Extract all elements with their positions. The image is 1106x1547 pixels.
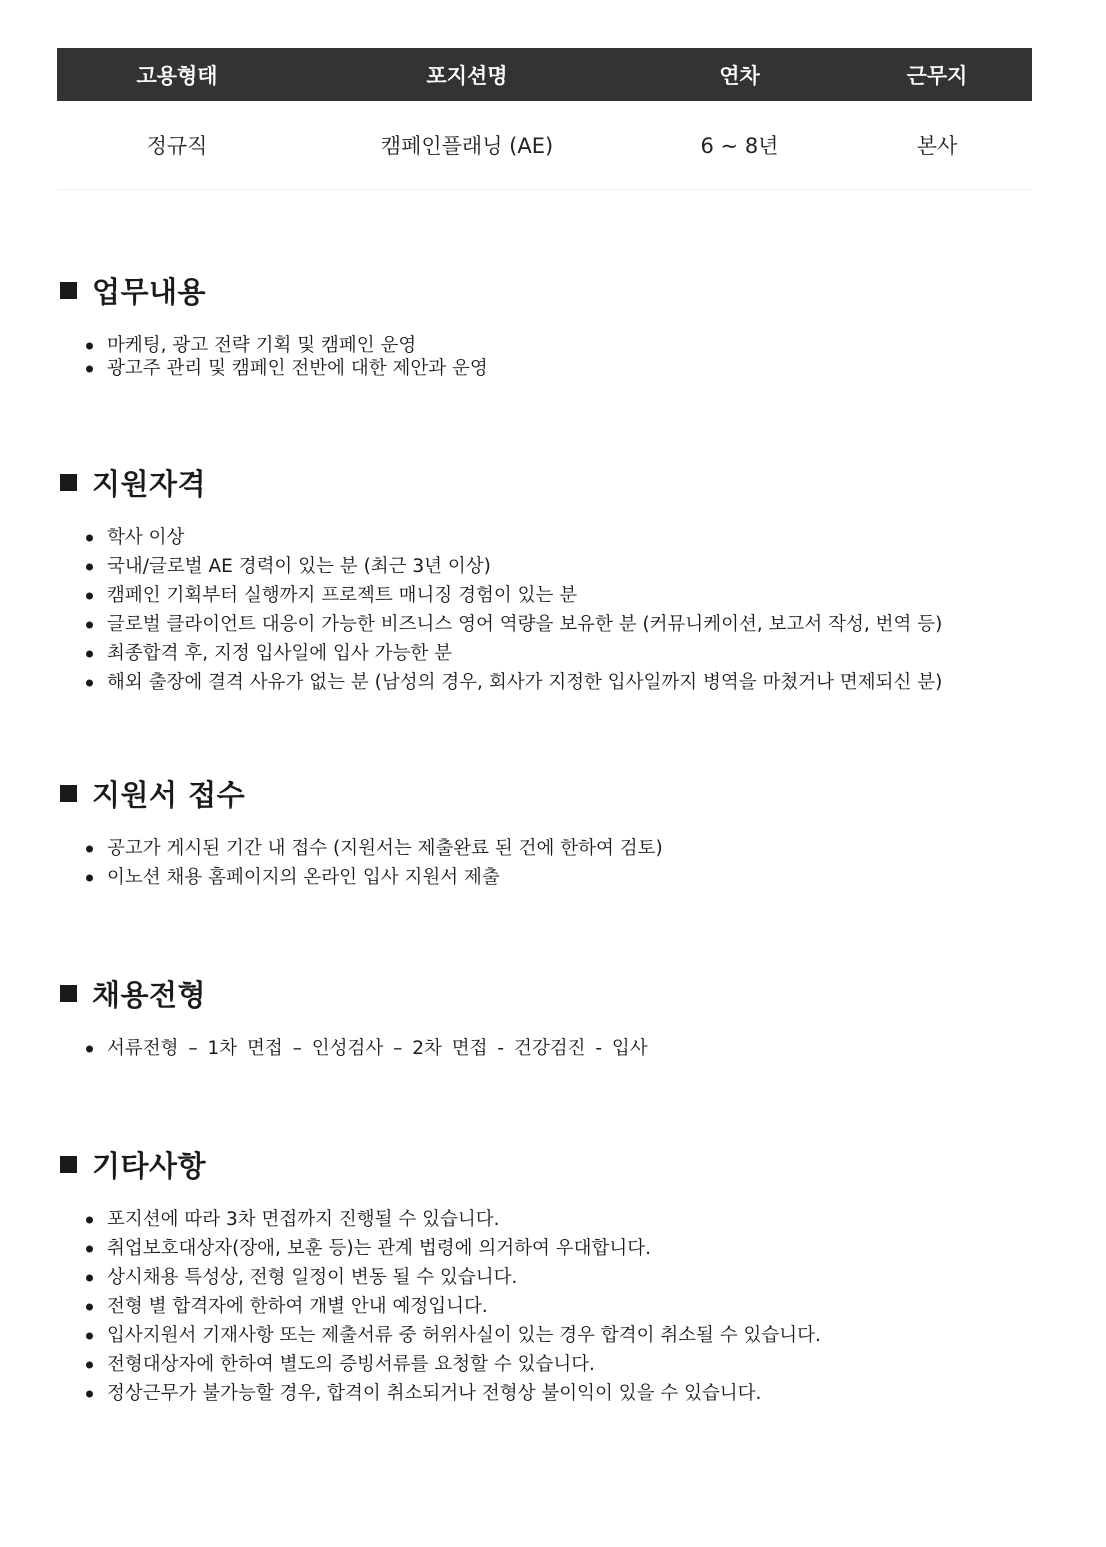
bullet-dot-icon (86, 845, 93, 852)
job-posting (57, 48, 1032, 1404)
list-item (57, 834, 1032, 863)
square-bullet-icon (60, 474, 77, 491)
section-title: 지원자격 (92, 466, 207, 501)
list-item-text: 광고주 관리 및 캠페인 전반에 대한 제안과 운영 (107, 358, 488, 379)
list-item-text: 상시채용 특성상, 전형 일정이 변동 될 수 있습니다. (107, 1267, 518, 1288)
list-item-text: 최종합격 후, 지정 입사일에 입사 가능한 분 (107, 643, 452, 664)
list-item-text: 이노션 채용 홈페이지의 온라인 입사 지원서 제출 (107, 867, 500, 888)
section-title: 지원서 접수 (92, 777, 246, 812)
list-item-text: 포지션에 따라 3차 면접까지 진행될 수 있습니다. (107, 1209, 500, 1230)
square-bullet-icon (60, 1156, 77, 1173)
section-qualifications (57, 462, 1032, 697)
application-list (57, 834, 1032, 892)
bullet-dot-icon (86, 365, 93, 372)
list-item (57, 639, 1032, 668)
bullet-dot-icon (86, 1361, 93, 1368)
bullet-dot-icon (86, 650, 93, 657)
cell-position: 캠페인플래닝 (AE) (297, 101, 637, 190)
list-item (57, 552, 1032, 581)
section-application (57, 773, 1032, 892)
list-item-text: 학사 이상 (107, 527, 185, 548)
section-notes (57, 1144, 1032, 1408)
list-item (57, 863, 1032, 892)
bullet-dot-icon (86, 1045, 93, 1052)
list-item (57, 357, 1032, 380)
list-item (57, 1321, 1032, 1350)
process-list (57, 1034, 1032, 1063)
section-heading (57, 773, 1032, 813)
bullet-dot-icon (86, 1274, 93, 1281)
bullet-dot-icon (86, 563, 93, 570)
cell-employment-type: 정규직 (57, 101, 297, 190)
square-bullet-icon (60, 785, 77, 802)
header-location: 근무지 (842, 48, 1032, 101)
list-item-text: 국내/글로벌 AE 경력이 있는 분 (최근 3년 이상) (107, 556, 491, 577)
square-bullet-icon (60, 985, 77, 1002)
section-title: 채용전형 (92, 977, 207, 1012)
section-heading (57, 1144, 1032, 1184)
list-item-text: 캠페인 기획부터 실행까지 프로젝트 매니징 경험이 있는 분 (107, 585, 578, 606)
bullet-dot-icon (86, 1303, 93, 1310)
list-item (57, 581, 1032, 610)
cell-experience: 6 ~ 8년 (637, 101, 842, 190)
section-heading (57, 270, 1032, 310)
bullet-dot-icon (86, 679, 93, 686)
section-heading (57, 462, 1032, 502)
section-process (57, 973, 1032, 1063)
list-item-text: 해외 출장에 결격 사유가 없는 분 (남성의 경우, 회사가 지정한 입사일까지 병역을 마쳤거나 면제되신 분) (107, 672, 943, 693)
bullet-dot-icon (86, 534, 93, 541)
list-item (57, 668, 1032, 697)
list-item (57, 1234, 1032, 1263)
list-item-text: 글로벌 클라이언트 대응이 가능한 비즈니스 영어 역량을 보유한 분 (커뮤니케이션, 보고서 작성, 번역 등) (107, 614, 943, 635)
cell-location: 본사 (842, 101, 1032, 190)
list-item (57, 1263, 1032, 1292)
list-item-text: 전형 별 합격자에 한하여 개별 안내 예정입니다. (107, 1296, 488, 1317)
duties-list (57, 334, 1032, 380)
bullet-dot-icon (86, 1390, 93, 1397)
list-item (57, 334, 1032, 357)
list-item-text: 마케팅, 광고 전략 기획 및 캠페인 운영 (107, 335, 417, 356)
list-item (57, 1379, 1032, 1408)
list-item (57, 523, 1032, 552)
section-title: 업무내용 (92, 274, 207, 309)
notes-list (57, 1205, 1032, 1408)
section-duties (57, 270, 1032, 380)
list-item-text: 입사지원서 기재사항 또는 제출서류 중 허위사실이 있는 경우 합격이 취소될 수 있습니다. (107, 1325, 821, 1346)
list-item (57, 1292, 1032, 1321)
bullet-dot-icon (86, 592, 93, 599)
list-item-text: 공고가 게시된 기간 내 접수 (지원서는 제출완료 된 건에 한하여 검토) (107, 838, 663, 859)
bullet-dot-icon (86, 1245, 93, 1252)
bullet-dot-icon (86, 1332, 93, 1339)
list-item (57, 1034, 1032, 1063)
table-row (57, 101, 1032, 190)
list-item-text: 취업보호대상자(장애, 보훈 등)는 관계 법령에 의거하여 우대합니다. (107, 1238, 651, 1259)
table-header-row (57, 48, 1032, 101)
square-bullet-icon (60, 282, 77, 299)
list-item-text: 전형대상자에 한하여 별도의 증빙서류를 요청할 수 있습니다. (107, 1354, 595, 1375)
list-item (57, 1350, 1032, 1379)
list-item-text: 서류전형 – 1차 면접 – 인성검사 – 2차 면접 - 건강검진 - 입사 (107, 1038, 648, 1059)
bullet-dot-icon (86, 621, 93, 628)
list-item-text: 정상근무가 불가능할 경우, 합격이 취소되거나 전형상 불이익이 있을 수 있습니다. (107, 1383, 762, 1404)
list-item (57, 610, 1032, 639)
header-experience: 연차 (637, 48, 842, 101)
bullet-dot-icon (86, 874, 93, 881)
job-summary-table (57, 48, 1032, 190)
list-item (57, 1205, 1032, 1234)
header-position: 포지션명 (297, 48, 637, 101)
bullet-dot-icon (86, 342, 93, 349)
bullet-dot-icon (86, 1216, 93, 1223)
section-heading (57, 973, 1032, 1013)
qualifications-list (57, 523, 1032, 697)
section-title: 기타사항 (92, 1148, 207, 1183)
header-employment-type: 고용형태 (57, 48, 297, 101)
